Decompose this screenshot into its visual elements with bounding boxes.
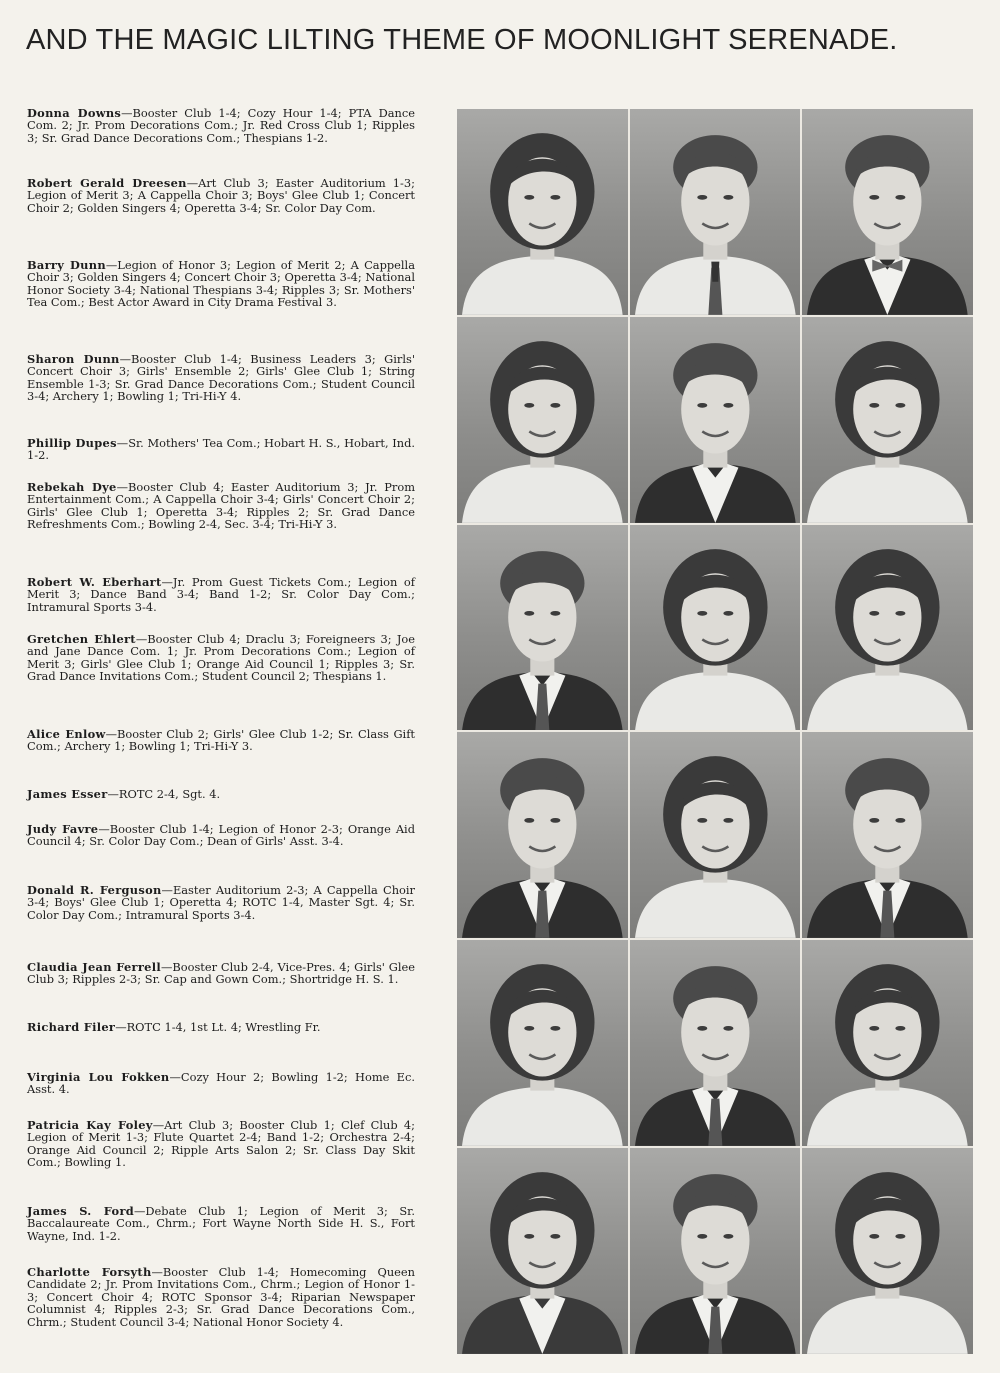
senior-portrait xyxy=(630,525,801,731)
senior-entry xyxy=(27,728,415,753)
senior-entry xyxy=(27,353,415,403)
student-activities: Booster Club 1-4; Legion of Honor 2-3; Orange Aid Council 4; Sr. Color Day Com.; Dean of Girls' Asst. 3-4. xyxy=(27,822,415,849)
student-activities: Booster Club 1-4; Homecoming Queen Candidate 2; Jr. Prom Invitations Com., Chrm.; Legion of Honor 1-3; Concert Choir 4; ROTC Sponsor 3-4; Riparian Newspaper Columnist 4; Ripples 2-3; Sr. Grad Dance Decorations Com., Chrm.; Student Council 3-4; National Honor Society 4. xyxy=(27,1265,415,1329)
student-name: Barry Dunn xyxy=(27,258,106,272)
student-activities: Booster Club 1-4; Business Leaders 3; Girls' Concert Choir 3; Girls' Ensemble 2; Girls' Glee Club 1; String Ensemble 1-3; Sr. Grad Dance Decorations Com.; Student Council 3-4; Archery 1; Bowling 1; Tri-Hi-Y 4. xyxy=(27,352,415,404)
em-dash: — xyxy=(116,480,128,494)
senior-portrait xyxy=(630,1148,801,1354)
senior-entry xyxy=(27,437,415,462)
student-name: Gretchen Ehlert xyxy=(27,632,136,646)
student-name: Rebekah Dye xyxy=(27,480,117,494)
student-activities: Art Club 3; Easter Auditorium 1-3; Legion of Merit 3; A Cappella Choir 3; Boys' Glee Club 1; Concert Choir 2; Golden Singers 4; Operetta 3-4; Sr. Color Day Com. xyxy=(27,176,415,215)
senior-portrait xyxy=(457,732,628,938)
student-name: James S. Ford xyxy=(27,1204,135,1218)
student-name: Virginia Lou Fokken xyxy=(27,1070,170,1084)
senior-portrait xyxy=(457,940,628,1146)
senior-entry xyxy=(27,633,415,683)
student-name: James Esser xyxy=(27,787,108,801)
senior-entry xyxy=(27,961,415,986)
student-activities: Booster Club 4; Easter Auditorium 3; Jr. Prom Entertainment Com.; A Cappella Choir 3-4; Girls' Concert Choir 2; Girls' Glee Club 1; Operetta 3-4; Ripples 2; Sr. Grad Dance Refreshments Com.; Bowling 2-4, Sec. 3-4; Tri-Hi-Y 3. xyxy=(27,480,415,532)
senior-portrait xyxy=(457,525,628,731)
student-name: Phillip Dupes xyxy=(27,436,117,450)
student-activities: Booster Club 2-4, Vice-Pres. 4; Girls' Glee Club 3; Ripples 2-3; Sr. Cap and Gown Com.; Shortridge H. S. 1. xyxy=(27,960,415,987)
senior-entry xyxy=(27,1119,415,1169)
senior-entry xyxy=(27,884,415,921)
senior-entry xyxy=(27,576,415,613)
senior-portrait xyxy=(457,1148,628,1354)
em-dash: — xyxy=(161,575,173,589)
em-dash: — xyxy=(152,1118,165,1132)
senior-portrait xyxy=(802,525,973,731)
student-activities: Art Club 3; Booster Club 1; Clef Club 4; Legion of Merit 1-3; Flute Quartet 2-4; Band 1-2; Orchestra 2-4; Orange Aid Council 2; Ripple Arts Salon 2; Sr. Class Day Skit Com.; Bowling 1. xyxy=(27,1118,416,1170)
em-dash: — xyxy=(135,632,148,646)
senior-portrait xyxy=(802,940,973,1146)
senior-portrait xyxy=(630,940,801,1146)
senior-entry xyxy=(27,481,415,531)
student-name: Richard Filer xyxy=(27,1020,116,1034)
senior-entry xyxy=(27,1205,415,1242)
page-headline: AND THE MAGIC LILTING THEME OF MOONLIGHT SERENADE. xyxy=(26,24,898,56)
senior-entry xyxy=(27,1021,415,1033)
em-dash: — xyxy=(121,106,133,120)
em-dash: — xyxy=(98,822,110,836)
senior-entry xyxy=(27,177,415,214)
student-name: Sharon Dunn xyxy=(27,352,120,366)
senior-entry xyxy=(27,823,415,848)
senior-portrait xyxy=(630,317,801,523)
em-dash: — xyxy=(186,176,199,190)
student-activities: Booster Club 2; Girls' Glee Club 1-2; Sr. Class Gift Com.; Archery 1; Bowling 1; Tri-Hi-Y 3. xyxy=(27,727,415,754)
em-dash: — xyxy=(115,1020,127,1034)
senior-portrait xyxy=(457,317,628,523)
senior-portrait xyxy=(802,109,973,315)
student-name: Judy Favre xyxy=(27,822,99,836)
student-name: Donna Downs xyxy=(27,106,122,120)
student-name: Alice Enlow xyxy=(27,727,106,741)
senior-entry xyxy=(27,1071,415,1096)
em-dash: — xyxy=(161,883,173,897)
student-name: Robert Gerald Dreesen xyxy=(27,176,187,190)
em-dash: — xyxy=(134,1204,146,1218)
student-activities: Debate Club 1; Legion of Merit 3; Sr. Baccalaureate Com., Chrm.; Fort Wayne North Side H. S., Fort Wayne, Ind. 1-2. xyxy=(27,1204,415,1243)
student-activities: Easter Auditorium 2-3; A Cappella Choir 3-4; Boys' Glee Club 1; Operetta 4; ROTC 1-4, Master Sgt. 4; Sr. Color Day Com.; Intramural Sports 3-4. xyxy=(27,883,415,922)
em-dash: — xyxy=(107,787,119,801)
senior-portraits-grid xyxy=(457,109,973,1354)
senior-entry xyxy=(27,259,415,309)
student-name: Charlotte Forsyth xyxy=(27,1265,152,1279)
student-activities: Legion of Honor 3; Legion of Merit 2; A Cappella Choir 3; Golden Singers 4; Concert Choir 3; Operetta 3-4; National Honor Society 3-4; National Thespians 3-4; Ripples 3; Sr. Mothers' Tea Com.; Best Actor Award in City Drama Festival 3. xyxy=(27,258,415,310)
senior-entry xyxy=(27,107,415,144)
senior-entry xyxy=(27,788,415,800)
em-dash: — xyxy=(169,1070,181,1084)
student-name: Patricia Kay Foley xyxy=(27,1118,153,1132)
em-dash: — xyxy=(105,258,118,272)
student-name: Robert W. Eberhart xyxy=(27,575,162,589)
senior-portrait xyxy=(802,1148,973,1354)
senior-portrait xyxy=(802,732,973,938)
student-activities: Booster Club 1-4; Cozy Hour 1-4; PTA Dance Com. 2; Jr. Prom Decorations Com.; Jr. Red Cross Club 1; Ripples 3; Sr. Grad Dance Decorations Com.; Thespians 1-2. xyxy=(27,106,415,145)
em-dash: — xyxy=(160,960,173,974)
senior-portrait xyxy=(630,109,801,315)
senior-portrait xyxy=(457,109,628,315)
student-name: Donald R. Ferguson xyxy=(27,883,162,897)
em-dash: — xyxy=(105,727,117,741)
student-activities: Jr. Prom Guest Tickets Com.; Legion of Merit 3; Dance Band 3-4; Band 1-2; Sr. Color Day Com.; Intramural Sports 3-4. xyxy=(27,575,415,614)
student-activities: Booster Club 4; Draclu 3; Foreigneers 3; Joe and Jane Dance Com. 1; Jr. Prom Decorations Com.; Legion of Merit 3; Girls' Glee Club 1; Orange Aid Council 1; Ripples 3; Sr. Grad Dance Invitations Com.; Student Council 2; Thespians 1. xyxy=(27,632,416,684)
student-name: Claudia Jean Ferrell xyxy=(27,960,161,974)
senior-portrait xyxy=(630,732,801,938)
senior-portrait xyxy=(802,317,973,523)
student-activities: ROTC 2-4, Sgt. 4. xyxy=(118,787,221,801)
senior-entry xyxy=(27,1266,415,1328)
student-activities: Sr. Mothers' Tea Com.; Hobart H. S., Hobart, Ind. 1-2. xyxy=(27,436,415,463)
em-dash: — xyxy=(116,436,129,450)
em-dash: — xyxy=(151,1265,163,1279)
student-activities: ROTC 1-4, 1st Lt. 4; Wrestling Fr. xyxy=(126,1020,321,1034)
student-activities: Cozy Hour 2; Bowling 1-2; Home Ec. Asst. 4. xyxy=(27,1070,415,1097)
em-dash: — xyxy=(119,352,131,366)
